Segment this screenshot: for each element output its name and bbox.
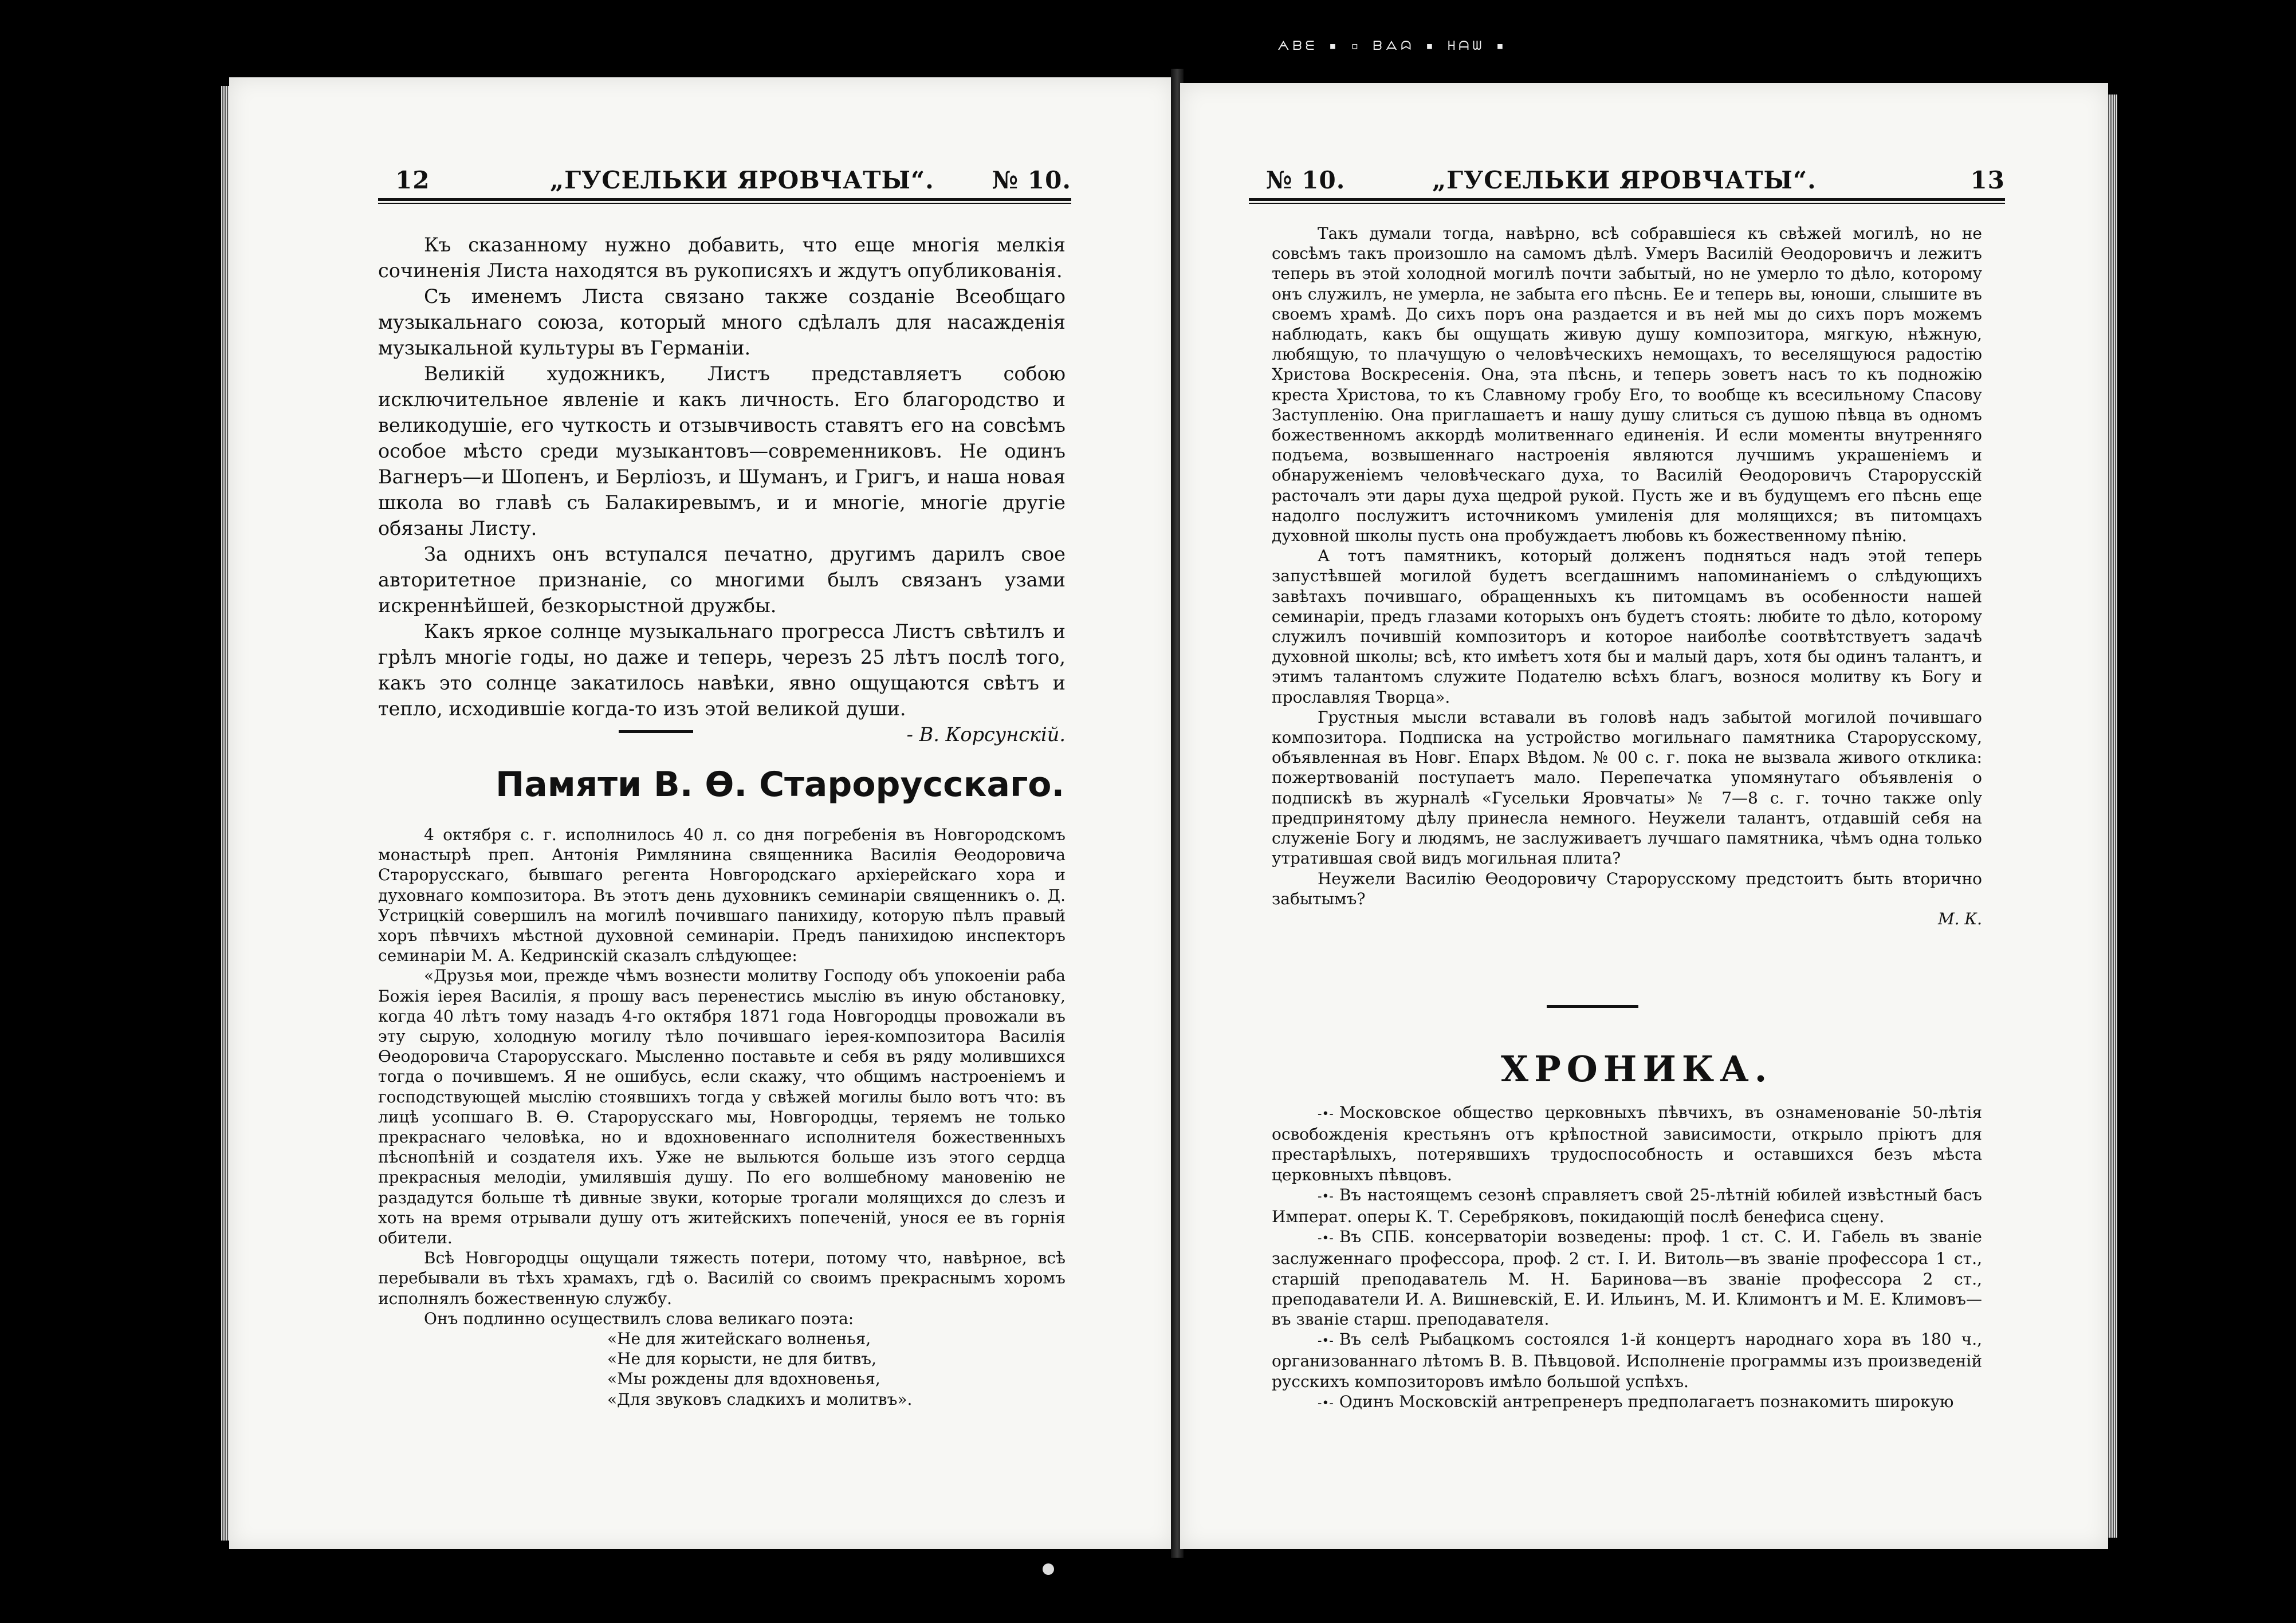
left-issue-number: № 10. [992, 166, 1071, 194]
right-paragraph: Неужели Василію Ѳеодоровичу Старорусскому предстоитъ быть вторично забытымъ? [1272, 869, 1982, 908]
right-signature: М. К. [1937, 909, 1982, 928]
scan-noise-top: ᗅᗷᗴ ▪ ▫ ᗷᗋᗣ ▪ ᕼᗩᗯ ▪ [1277, 39, 1507, 53]
section-divider [619, 730, 693, 733]
left-paragraph: Съ именемъ Листа связано также созданіе Всеобщаго музыкальнаго союза, который много сдѣлалъ для насажденія музыкальной культуры въ Германіи. [378, 285, 1066, 359]
article-paragraph: Всѣ Новгородцы ощущали тяжесть потери, потому что, навѣрное, всѣ перебывали въ тѣхъ храмахъ, гдѣ о. Василій со своимъ прекраснымъ хоромъ исполнялъ божественную службу. [378, 1248, 1066, 1308]
verse-line: «Мы рождены для вдохновенья, [607, 1369, 880, 1389]
right-issue-number: № 10. [1266, 166, 1346, 194]
right-paragraph: Грустныя мысли вставали въ головѣ надъ забытой могилой почившаго композитора. Подписка на устройство могильнаго памятника Старорусскому, объявленная въ Новг. Епарх Вѣдом. № 00 с. г. пока не вызвала живого отклика: пожертвованій поступаетъ мало. Перепечатка упомянутаго объявленія о подпискѣ въ журналѣ «Гусельки Яровчаты» № 7—8 с. г. точно также only предпринятому дѣлу принесла немного. Неужели талантъ, отдавшій себя на служеніе Богу и людямъ, не заслуживаетъ лучшаго памятника, чѣмъ одна только утратившая свой видъ могильная плита? [1272, 707, 1982, 868]
chronicle-item-text: Въ селѣ Рыбацкомъ состоялся 1-й концертъ народнаго хора въ 180 ч., организованнаго лѣтомъ В. В. Пѣвцовой. Исполненіе программы изъ произведеній русскихъ композиторовъ имѣло большой успѣхъ. [1272, 1330, 1982, 1391]
article-paragraph: 4 октября с. г. исполнилось 40 л. со дня погребенія въ Новгородскомъ монастырѣ преп. Антонія Римлянина священника Василія Ѳеодоровича Старорусскаго, бывшаго регента Новгородскаго архіерейскаго хора и духовнаго композитора. Въ этотъ день духовникъ семинаріи священникъ о. Д. Устрицкій совершилъ на могилѣ почившаго панихиду, которую пѣлъ правый хоръ пѣвчихъ мѣстной духовной семинаріи. Предъ панихидою инспекторъ семинаріи М. А. Кедринскій сказалъ слѣдующее: [378, 825, 1066, 966]
left-paragraph: За однихъ онъ вступался печатно, другимъ дарилъ свое авторитетное признаніе, со многими былъ связанъ узами искреннѣйшей, безкорыстной дружбы. [378, 543, 1066, 617]
article-paragraph: «Друзья мои, прежде чѣмъ вознести молитву Господу объ упокоеніи раба Божія іерея Василія, я прошу васъ перенестись мыслію въ иную обстановку, когда 40 лѣтъ тому назадъ 4-го октября 1871 года Новгородцы провожали въ эту сырую, холодную могилу тѣло почившаго іерея-композитора Василія Ѳеодоровича Старорусскаго. Мысленно поставьте и себя въ ряду молившихся тогда о почившемъ. Я не ошибусь, если скажу, что общимъ настроеніемъ и господствующей мыслію стоявшихъ тогда у свѣжей могилы было вотъ что: въ лицѣ усопшаго В. Ѳ. Старорусскаго мы, Новгородцы, теряемъ не только прекраснаго человѣка, но и вдохновеннаго исполнителя божественныхъ пѣснопѣній и создателя ихъ. Уже не выльются больше изъ этого сердца прекрасныя мелодіи, умилявшія душу. По его волшебному мановенію не раздадутся больше тѣ дивные звуки, которые трогали молящихся до слезъ и хоть на время отрывали душу отъ житейскихъ попеченій, унося ее въ горнія обители. [378, 966, 1066, 1248]
left-paragraph: Къ сказанному нужно добавить, что еще многія мелкія сочиненія Листа находятся въ рукописяхъ и ждутъ опубликованія. [378, 234, 1066, 282]
right-page-number: 13 [1970, 166, 2005, 194]
verse-line: «Не для корысти, не для битвъ, [607, 1349, 877, 1369]
left-head-rule [378, 198, 1071, 204]
chronicle-item [1272, 1329, 1982, 1392]
article-paragraph: Онъ подлинно осуществилъ слова великаго поэта: [424, 1309, 854, 1328]
chronicle-item [1272, 1392, 1982, 1413]
chronicle-item [1272, 1102, 1982, 1185]
chronicle-bullet: -•- [1318, 1396, 1334, 1411]
left-running-head [378, 166, 1071, 212]
right-journal-title: „ГУСЕЛЬКИ ЯРОВЧАТЫ“. [1432, 166, 1817, 194]
chronicle-bullet: -•- [1318, 1189, 1334, 1204]
chronicle-item [1272, 1185, 1982, 1227]
right-running-head [1249, 166, 2005, 212]
chronicle-item [1272, 1227, 1982, 1329]
right-head-rule [1249, 198, 2005, 204]
verse-line: «Не для житейскаго волненья, [607, 1329, 871, 1349]
right-top-column [1272, 223, 1982, 929]
right-paragraph: А тотъ памятникъ, который долженъ подняться надъ этой теперь запустѣвшей могилой будетъ всегдашнимъ напоминаніемъ о слѣдующихъ завѣтахъ почившаго, обращенныхъ къ питомцамъ въ особенности нашей семинаріи, предъ глазами которыхъ онъ будетъ стоять: любите то дѣло, которому служилъ почившій композиторъ и которое наиболѣе соотвѣтствуетъ задачѣ духовной школы; всѣ, кто имѣетъ хотя бы и малый даръ, хотя бы одинъ талантъ, и этимъ талантомъ служите Подателю всѣхъ благъ, вознося молитву къ Богу и прославляя Творца». [1272, 546, 1982, 707]
verse-line: «Для звуковъ сладкихъ и молитвъ». [607, 1389, 913, 1409]
chronicle-item-text: Въ СПБ. консерваторіи возведены: проф. 1 ст. С. И. Габель въ званіе заслуженнаго профессора, проф. 2 ст. І. И. Витоль—въ званіе профессора 1 ст., старшій преподаватель М. Н. Баринова—въ званіе профессора 2 ст., преподаватели И. А. Вишневскій, Е. И. Ильинъ, М. И. Климонтъ и М. Е. Климовъ—въ званіе старш. преподавателя. [1272, 1227, 1982, 1329]
article-column [378, 825, 1066, 1409]
left-paragraph: Великій художникъ, Листъ представляетъ собою исключительное явленіе и какъ личность. Его благородство и великодушіе, его чуткость и отзывчивость ставятъ его на совсѣмъ особое мѣсто среди музыкантовъ—современниковъ. Не одинъ Вагнеръ—и Шопенъ, и Берліозъ, и Шуманъ, и Григъ, и наша новая школа во главѣ съ Балакиревымъ, и и многіе, многіе другіе обязаны Листу. [378, 363, 1066, 539]
left-paragraph [378, 619, 1066, 746]
chronicle-column [1272, 1102, 1982, 1413]
chronicle-item-text: Одинъ Московскій антрепренеръ предполагаетъ познакомить широкую [1339, 1392, 1954, 1411]
left-signature: - В. Корсунскій. [906, 723, 1066, 746]
chronicle-bullet: -•- [1318, 1231, 1334, 1246]
left-page-number: 12 [395, 166, 430, 194]
scan-mark-bottom [1043, 1563, 1054, 1575]
section-divider [1547, 1005, 1638, 1008]
chronicle-bullet: -•- [1318, 1107, 1334, 1121]
left-paragraph-text: Какъ яркое солнце музыкальнаго прогресса Листъ свѣтилъ и грѣлъ многіе годы, но даже и теперь, черезъ 25 лѣтъ послѣ того, какъ это солнце закатилось навѣки, явно ощущаются свѣтъ и тепло, исходившіе когда-то изъ этой великой души. [378, 620, 1066, 720]
right-page [1180, 83, 2108, 1549]
chronicle-title: ХРОНИКА. [1501, 1048, 1773, 1090]
left-journal-title: „ГУСЕЛЬКИ ЯРОВЧАТЫ“. [550, 166, 934, 194]
article-title: Памяти В. Ѳ. Старорусскаго. [496, 765, 1065, 805]
chronicle-bullet: -•- [1318, 1334, 1334, 1349]
right-paragraph: Такъ думали тогда, навѣрно, всѣ собравшіеся къ свѣжей могилѣ, но не совсѣмъ такъ произошло на самомъ дѣлѣ. Умеръ Василій Ѳеодоровичъ и лежитъ теперь въ этой холодной могилѣ почти забытый, но не умерло то дѣло, которому онъ служилъ, не умерла, не забыта его пѣснь. Ее и теперь вы, юноши, слышите въ своемъ храмѣ. До сихъ поръ она раздается и въ ней мы до сихъ поръ можемъ наблюдать, какъ бы ощущать живую душу композитора, мягкую, нѣжную, любящую, то плачущую о человѣческихъ немощахъ, то веселящуюся радостію Христова Воскресенія. Она, эта пѣснь, и теперь зоветъ насъ то къ подножію креста Христова, то къ Славному гробу Его, то вообще къ всесильному Спасову Заступленію. Она приглашаетъ и нашу душу слиться съ душою пѣвца въ одномъ божественномъ аккордѣ молитвеннаго единенія. И если моменты внутренняго подъема, возвышеннаго настроенія являются лучшимъ украшеніемъ и обнаруженіемъ человѣческаго духа, то Василій Ѳеодоровичъ Старорусскій расточалъ эти дары духа щедрой рукой. Пусть же и въ будущемъ его пѣснь еще надолго послужитъ источникомъ умиленія для молящихся; въ питомцахъ духовной школы пусть она пробуждаетъ любовь къ божественному пѣнію. [1272, 224, 1982, 546]
chronicle-item-text: Московское общество церковныхъ пѣвчихъ, въ ознаменованіе 50-лѣтія освобожденія крестьянъ отъ крѣпостной зависимости, открыло пріютъ для престарѣлыхъ, потерявшихъ трудоспособность и оставшихся безъ мѣста церковныхъ пѣвцовъ. [1272, 1103, 1982, 1184]
left-page [229, 77, 1174, 1549]
chronicle-item-text: Въ настоящемъ сезонѣ справляетъ свой 25-лѣтній юбилей извѣстный басъ Императ. оперы К. Т. Серебряковъ, покидающій послѣ бенефиса сцену. [1272, 1185, 1982, 1227]
left-top-column [378, 232, 1066, 747]
